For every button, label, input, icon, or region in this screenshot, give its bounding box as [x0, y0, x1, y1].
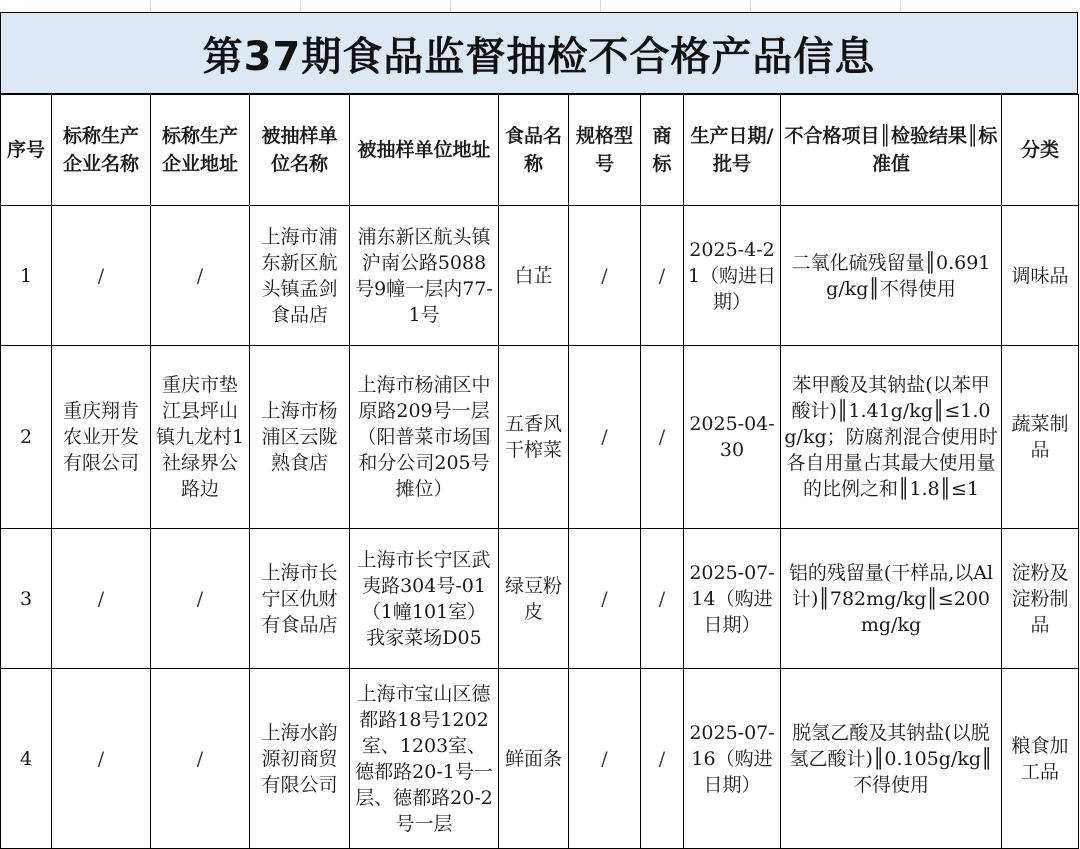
- table-row: [1, 206, 1079, 346]
- title-banner: [0, 12, 1078, 94]
- row-number: 3: [1, 529, 52, 669]
- failed-items-cell: 脱氢乙酸及其钠盐(以脱氢乙酸计)║0.105g/kg║不得使用: [781, 669, 1002, 849]
- category-cell: 淀粉及淀粉制品: [1002, 529, 1079, 669]
- producer-address-cell: /: [151, 529, 250, 669]
- sampled-unit-name-cell: 上海市长宁区仇财有食品店: [250, 529, 350, 669]
- header-cell: 标称生产企业名称: [52, 95, 151, 206]
- sheet-gridline: [900, 0, 901, 12]
- brand-cell: /: [641, 346, 684, 529]
- sampled-unit-address-cell: 上海市杨浦区中原路209号一层（阳普菜市场国和分公司205号摊位）: [350, 346, 499, 529]
- page-title: 第37期食品监督抽检不合格产品信息: [202, 33, 876, 80]
- sampled-unit-address-cell: 上海市长宁区武夷路304号-01（1幢101室）我家菜场D05: [350, 529, 499, 669]
- food-name-cell: 白芷: [499, 206, 569, 346]
- header-cell: 生产日期/批号: [684, 95, 781, 206]
- row-number: 4: [1, 669, 52, 849]
- header-cell: 商标: [641, 95, 684, 206]
- table-row: [1, 346, 1079, 529]
- sampled-unit-name-cell: 上海市杨浦区云陇熟食店: [250, 346, 350, 529]
- header-cell: 不合格项目║检验结果║标准值: [781, 95, 1002, 206]
- header-cell: 规格型号: [569, 95, 641, 206]
- header-row: [1, 95, 1079, 206]
- spec-cell: /: [569, 346, 641, 529]
- date-batch-cell: 2025-04-30: [684, 346, 781, 529]
- producer-name-cell: /: [52, 669, 151, 849]
- producer-address-cell: /: [151, 669, 250, 849]
- sheet-gridline: [150, 0, 151, 12]
- sampled-unit-name-cell: 上海水韵源初商贸有限公司: [250, 669, 350, 849]
- brand-cell: /: [641, 529, 684, 669]
- date-batch-cell: 2025-07-16（购进日期）: [684, 669, 781, 849]
- date-batch-cell: 2025-4-21（购进日期）: [684, 206, 781, 346]
- food-name-cell: 五香风干榨菜: [499, 346, 569, 529]
- producer-address-cell: /: [151, 206, 250, 346]
- brand-cell: /: [641, 206, 684, 346]
- producer-address-cell: 重庆市垫江县坪山镇九龙村1社绿界公路边: [151, 346, 250, 529]
- spec-cell: /: [569, 206, 641, 346]
- producer-name-cell: 重庆翔肯农业开发有限公司: [52, 346, 151, 529]
- producer-name-cell: /: [52, 206, 151, 346]
- sheet-gridline: [600, 0, 601, 12]
- header-cell: 标称生产企业地址: [151, 95, 250, 206]
- failed-items-cell: 铝的残留量(干样品,以Al计)║782mg/kg║≤200mg/kg: [781, 529, 1002, 669]
- sampled-unit-address-cell: 上海市宝山区德都路18号1202室、1203室、德都路20-1号一层、德都路20-2号一层: [350, 669, 499, 849]
- header-cell: 被抽样单位地址: [350, 95, 499, 206]
- category-cell: 调味品: [1002, 206, 1079, 346]
- sampled-unit-name-cell: 上海市浦东新区航头镇孟剑食品店: [250, 206, 350, 346]
- spec-cell: /: [569, 669, 641, 849]
- row-number: 1: [1, 206, 52, 346]
- food-name-cell: 绿豆粉皮: [499, 529, 569, 669]
- row-number: 2: [1, 346, 52, 529]
- failed-items-cell: 苯甲酸及其钠盐(以苯甲酸计)║1.41g/kg║≤1.0g/kg；防腐剂混合使用时各自用量占其最大使用量的比例之和║1.8║≤1: [781, 346, 1002, 529]
- category-cell: 粮食加工品: [1002, 669, 1079, 849]
- header-cell: 被抽样单位名称: [250, 95, 350, 206]
- brand-cell: /: [641, 669, 684, 849]
- header-cell: 序号: [1, 95, 52, 206]
- header-cell: 分类: [1002, 95, 1079, 206]
- sheet-gridline: [750, 0, 751, 12]
- sheet-gridline: [300, 0, 301, 12]
- table-row: [1, 529, 1079, 669]
- date-batch-cell: 2025-07-14（购进日期）: [684, 529, 781, 669]
- sampled-unit-address-cell: 浦东新区航头镇沪南公路5088号9幢一层内77-1号: [350, 206, 499, 346]
- category-cell: 蔬菜制品: [1002, 346, 1079, 529]
- table-row: [1, 669, 1079, 849]
- results-table: [0, 94, 1079, 849]
- spec-cell: /: [569, 529, 641, 669]
- header-cell: 食品名称: [499, 95, 569, 206]
- food-name-cell: 鲜面条: [499, 669, 569, 849]
- failed-items-cell: 二氧化硫残留量║0.691g/kg║不得使用: [781, 206, 1002, 346]
- sheet-gridline: [450, 0, 451, 12]
- producer-name-cell: /: [52, 529, 151, 669]
